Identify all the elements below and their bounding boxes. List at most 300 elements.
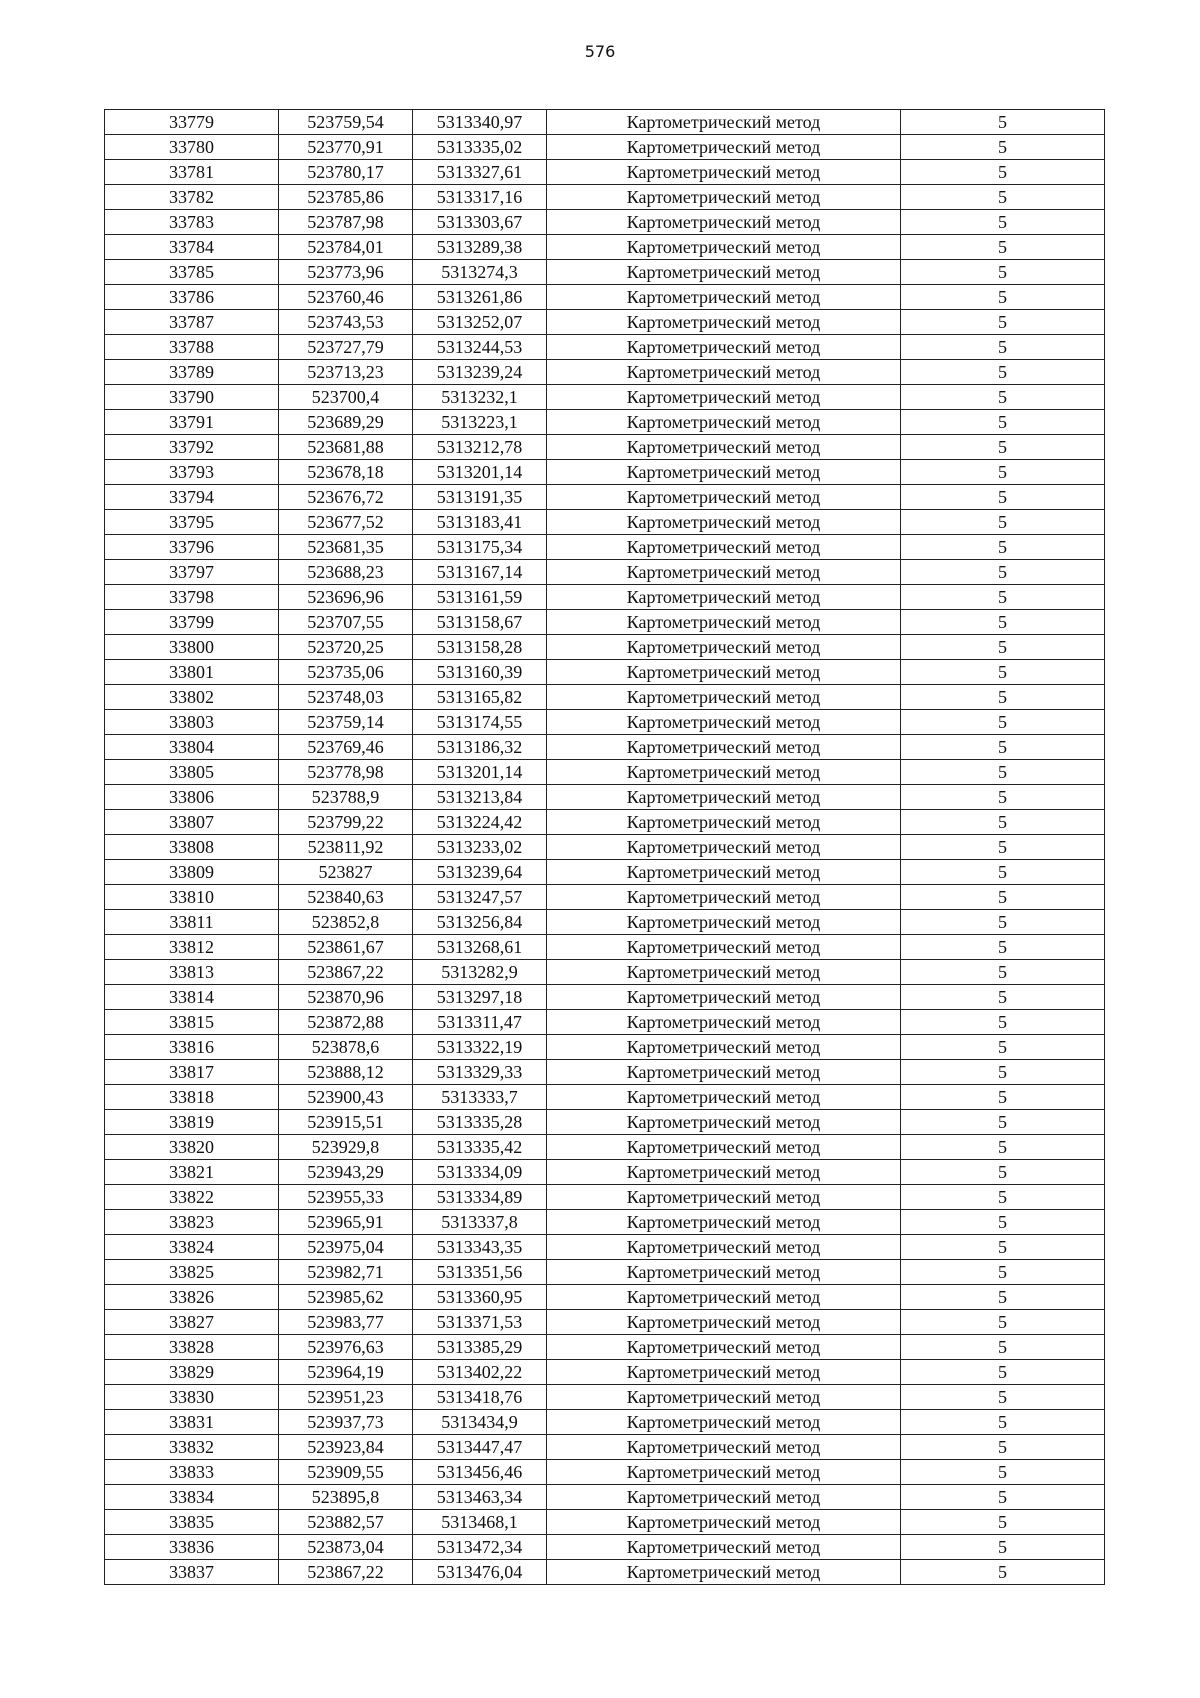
y-coordinate-cell: 5313334,09: [413, 1160, 547, 1185]
accuracy-cell: 5: [901, 660, 1105, 685]
method-cell: Картометрический метод: [547, 235, 901, 260]
point-id-cell: 33818: [105, 1085, 279, 1110]
accuracy-cell: 5: [901, 1010, 1105, 1035]
table-row: [105, 960, 1105, 985]
point-id-cell: 33817: [105, 1060, 279, 1085]
accuracy-cell: 5: [901, 935, 1105, 960]
method-cell: Картометрический метод: [547, 1085, 901, 1110]
method-cell: Картометрический метод: [547, 710, 901, 735]
point-id-cell: 33833: [105, 1460, 279, 1485]
table-row: [105, 1485, 1105, 1510]
y-coordinate-cell: 5313167,14: [413, 560, 547, 585]
x-coordinate-cell: 523787,98: [279, 210, 413, 235]
accuracy-cell: 5: [901, 760, 1105, 785]
accuracy-cell: 5: [901, 1210, 1105, 1235]
y-coordinate-cell: 5313447,47: [413, 1435, 547, 1460]
table-row: [105, 935, 1105, 960]
method-cell: Картометрический метод: [547, 135, 901, 160]
table-row: [105, 1435, 1105, 1460]
point-id-cell: 33794: [105, 485, 279, 510]
x-coordinate-cell: 523882,57: [279, 1510, 413, 1535]
table-row: [105, 1185, 1105, 1210]
method-cell: Картометрический метод: [547, 210, 901, 235]
method-cell: Картометрический метод: [547, 810, 901, 835]
point-id-cell: 33781: [105, 160, 279, 185]
point-id-cell: 33809: [105, 860, 279, 885]
point-id-cell: 33783: [105, 210, 279, 235]
y-coordinate-cell: 5313183,41: [413, 510, 547, 535]
table-row: [105, 260, 1105, 285]
method-cell: Картометрический метод: [547, 285, 901, 310]
x-coordinate-cell: 523915,51: [279, 1110, 413, 1135]
method-cell: Картометрический метод: [547, 160, 901, 185]
y-coordinate-cell: 5313317,16: [413, 185, 547, 210]
table-row: [105, 810, 1105, 835]
y-coordinate-cell: 5313402,22: [413, 1360, 547, 1385]
x-coordinate-cell: 523727,79: [279, 335, 413, 360]
accuracy-cell: 5: [901, 1110, 1105, 1135]
accuracy-cell: 5: [901, 1335, 1105, 1360]
point-id-cell: 33802: [105, 685, 279, 710]
x-coordinate-cell: 523888,12: [279, 1060, 413, 1085]
y-coordinate-cell: 5313327,61: [413, 160, 547, 185]
point-id-cell: 33782: [105, 185, 279, 210]
table-row: [105, 210, 1105, 235]
y-coordinate-cell: 5313463,34: [413, 1485, 547, 1510]
accuracy-cell: 5: [901, 210, 1105, 235]
y-coordinate-cell: 5313335,42: [413, 1135, 547, 1160]
method-cell: Картометрический метод: [547, 435, 901, 460]
y-coordinate-cell: 5313303,67: [413, 210, 547, 235]
y-coordinate-cell: 5313297,18: [413, 985, 547, 1010]
x-coordinate-cell: 523982,71: [279, 1260, 413, 1285]
point-id-cell: 33787: [105, 310, 279, 335]
x-coordinate-cell: 523909,55: [279, 1460, 413, 1485]
method-cell: Картометрический метод: [547, 910, 901, 935]
method-cell: Картометрический метод: [547, 1185, 901, 1210]
accuracy-cell: 5: [901, 1360, 1105, 1385]
x-coordinate-cell: 523873,04: [279, 1535, 413, 1560]
table-row: [105, 885, 1105, 910]
table-row: [105, 385, 1105, 410]
point-id-cell: 33836: [105, 1535, 279, 1560]
x-coordinate-cell: 523929,8: [279, 1135, 413, 1160]
x-coordinate-cell: 523677,52: [279, 510, 413, 535]
accuracy-cell: 5: [901, 685, 1105, 710]
accuracy-cell: 5: [901, 1260, 1105, 1285]
point-id-cell: 33824: [105, 1235, 279, 1260]
accuracy-cell: 5: [901, 485, 1105, 510]
method-cell: Картометрический метод: [547, 310, 901, 335]
method-cell: Картометрический метод: [547, 1535, 901, 1560]
point-id-cell: 33825: [105, 1260, 279, 1285]
method-cell: Картометрический метод: [547, 1010, 901, 1035]
method-cell: Картометрический метод: [547, 935, 901, 960]
table-row: [105, 510, 1105, 535]
x-coordinate-cell: 523759,14: [279, 710, 413, 735]
accuracy-cell: 5: [901, 735, 1105, 760]
point-id-cell: 33819: [105, 1110, 279, 1135]
method-cell: Картометрический метод: [547, 385, 901, 410]
accuracy-cell: 5: [901, 185, 1105, 210]
y-coordinate-cell: 5313337,8: [413, 1210, 547, 1235]
table-row: [105, 1510, 1105, 1535]
method-cell: Картометрический метод: [547, 1060, 901, 1085]
x-coordinate-cell: 523951,23: [279, 1385, 413, 1410]
accuracy-cell: 5: [901, 610, 1105, 635]
method-cell: Картометрический метод: [547, 785, 901, 810]
accuracy-cell: 5: [901, 360, 1105, 385]
y-coordinate-cell: 5313201,14: [413, 460, 547, 485]
accuracy-cell: 5: [901, 410, 1105, 435]
method-cell: Картометрический метод: [547, 610, 901, 635]
table-row: [105, 335, 1105, 360]
x-coordinate-cell: 523748,03: [279, 685, 413, 710]
y-coordinate-cell: 5313201,14: [413, 760, 547, 785]
table-row: [105, 710, 1105, 735]
point-id-cell: 33780: [105, 135, 279, 160]
table-row: [105, 1560, 1105, 1585]
x-coordinate-cell: 523759,54: [279, 110, 413, 135]
table-row: [105, 760, 1105, 785]
point-id-cell: 33835: [105, 1510, 279, 1535]
point-id-cell: 33814: [105, 985, 279, 1010]
point-id-cell: 33790: [105, 385, 279, 410]
y-coordinate-cell: 5313191,35: [413, 485, 547, 510]
table-row: [105, 1460, 1105, 1485]
point-id-cell: 33786: [105, 285, 279, 310]
table-row: [105, 985, 1105, 1010]
y-coordinate-cell: 5313334,89: [413, 1185, 547, 1210]
accuracy-cell: 5: [901, 1085, 1105, 1110]
method-cell: Картометрический метод: [547, 835, 901, 860]
accuracy-cell: 5: [901, 285, 1105, 310]
point-id-cell: 33788: [105, 335, 279, 360]
y-coordinate-cell: 5313335,28: [413, 1110, 547, 1135]
y-coordinate-cell: 5313360,95: [413, 1285, 547, 1310]
accuracy-cell: 5: [901, 1185, 1105, 1210]
y-coordinate-cell: 5313261,86: [413, 285, 547, 310]
point-id-cell: 33807: [105, 810, 279, 835]
table-row: [105, 610, 1105, 635]
method-cell: Картометрический метод: [547, 760, 901, 785]
table-row: [105, 1035, 1105, 1060]
point-id-cell: 33828: [105, 1335, 279, 1360]
point-id-cell: 33805: [105, 760, 279, 785]
accuracy-cell: 5: [901, 960, 1105, 985]
y-coordinate-cell: 5313418,76: [413, 1385, 547, 1410]
table-row: [105, 785, 1105, 810]
x-coordinate-cell: 523773,96: [279, 260, 413, 285]
x-coordinate-cell: 523975,04: [279, 1235, 413, 1260]
table-row: [105, 135, 1105, 160]
accuracy-cell: 5: [901, 1410, 1105, 1435]
x-coordinate-cell: 523965,91: [279, 1210, 413, 1235]
y-coordinate-cell: 5313472,34: [413, 1535, 547, 1560]
x-coordinate-cell: 523983,77: [279, 1310, 413, 1335]
method-cell: Картометрический метод: [547, 685, 901, 710]
point-id-cell: 33810: [105, 885, 279, 910]
y-coordinate-cell: 5313385,29: [413, 1335, 547, 1360]
point-id-cell: 33798: [105, 585, 279, 610]
accuracy-cell: 5: [901, 885, 1105, 910]
table-row: [105, 535, 1105, 560]
table-row: [105, 1310, 1105, 1335]
y-coordinate-cell: 5313175,34: [413, 535, 547, 560]
point-id-cell: 33820: [105, 1135, 279, 1160]
x-coordinate-cell: 523955,33: [279, 1185, 413, 1210]
method-cell: Картометрический метод: [547, 960, 901, 985]
accuracy-cell: 5: [901, 235, 1105, 260]
point-id-cell: 33829: [105, 1360, 279, 1385]
accuracy-cell: 5: [901, 585, 1105, 610]
table-row: [105, 860, 1105, 885]
x-coordinate-cell: 523861,67: [279, 935, 413, 960]
y-coordinate-cell: 5313174,55: [413, 710, 547, 735]
method-cell: Картометрический метод: [547, 1435, 901, 1460]
accuracy-cell: 5: [901, 1060, 1105, 1085]
accuracy-cell: 5: [901, 335, 1105, 360]
table-row: [105, 660, 1105, 685]
y-coordinate-cell: 5313252,07: [413, 310, 547, 335]
table-row: [105, 460, 1105, 485]
table-row: [105, 360, 1105, 385]
y-coordinate-cell: 5313213,84: [413, 785, 547, 810]
x-coordinate-cell: 523735,06: [279, 660, 413, 685]
y-coordinate-cell: 5313232,1: [413, 385, 547, 410]
table-row: [105, 485, 1105, 510]
accuracy-cell: 5: [901, 1435, 1105, 1460]
accuracy-cell: 5: [901, 1535, 1105, 1560]
x-coordinate-cell: 523937,73: [279, 1410, 413, 1435]
table-row: [105, 635, 1105, 660]
method-cell: Картометрический метод: [547, 1410, 901, 1435]
table-row: [105, 560, 1105, 585]
x-coordinate-cell: 523852,8: [279, 910, 413, 935]
accuracy-cell: 5: [901, 385, 1105, 410]
y-coordinate-cell: 5313186,32: [413, 735, 547, 760]
table-row: [105, 1260, 1105, 1285]
x-coordinate-cell: 523743,53: [279, 310, 413, 335]
method-cell: Картометрический метод: [547, 485, 901, 510]
point-id-cell: 33779: [105, 110, 279, 135]
method-cell: Картометрический метод: [547, 1560, 901, 1585]
accuracy-cell: 5: [901, 1460, 1105, 1485]
table-row: [105, 410, 1105, 435]
table-row: [105, 1285, 1105, 1310]
x-coordinate-cell: 523872,88: [279, 1010, 413, 1035]
y-coordinate-cell: 5313233,02: [413, 835, 547, 860]
accuracy-cell: 5: [901, 1285, 1105, 1310]
y-coordinate-cell: 5313282,9: [413, 960, 547, 985]
method-cell: Картометрический метод: [547, 1510, 901, 1535]
accuracy-cell: 5: [901, 135, 1105, 160]
table-row: [105, 1410, 1105, 1435]
method-cell: Картометрический метод: [547, 1335, 901, 1360]
point-id-cell: 33813: [105, 960, 279, 985]
x-coordinate-cell: 523840,63: [279, 885, 413, 910]
accuracy-cell: 5: [901, 1160, 1105, 1185]
y-coordinate-cell: 5313456,46: [413, 1460, 547, 1485]
table-row: [105, 585, 1105, 610]
point-id-cell: 33806: [105, 785, 279, 810]
method-cell: Картометрический метод: [547, 860, 901, 885]
y-coordinate-cell: 5313239,64: [413, 860, 547, 885]
point-id-cell: 33796: [105, 535, 279, 560]
x-coordinate-cell: 523900,43: [279, 1085, 413, 1110]
table-row: [105, 160, 1105, 185]
point-id-cell: 33797: [105, 560, 279, 585]
accuracy-cell: 5: [901, 785, 1105, 810]
accuracy-cell: 5: [901, 635, 1105, 660]
point-id-cell: 33830: [105, 1385, 279, 1410]
table-row: [105, 1060, 1105, 1085]
accuracy-cell: 5: [901, 860, 1105, 885]
point-id-cell: 33785: [105, 260, 279, 285]
point-id-cell: 33834: [105, 1485, 279, 1510]
x-coordinate-cell: 523689,29: [279, 410, 413, 435]
accuracy-cell: 5: [901, 1310, 1105, 1335]
y-coordinate-cell: 5313476,04: [413, 1560, 547, 1585]
accuracy-cell: 5: [901, 460, 1105, 485]
accuracy-cell: 5: [901, 835, 1105, 860]
table-row: [105, 1135, 1105, 1160]
accuracy-cell: 5: [901, 310, 1105, 335]
x-coordinate-cell: 523784,01: [279, 235, 413, 260]
point-id-cell: 33801: [105, 660, 279, 685]
y-coordinate-cell: 5313340,97: [413, 110, 547, 135]
x-coordinate-cell: 523778,98: [279, 760, 413, 785]
accuracy-cell: 5: [901, 910, 1105, 935]
accuracy-cell: 5: [901, 1135, 1105, 1160]
method-cell: Картометрический метод: [547, 410, 901, 435]
accuracy-cell: 5: [901, 260, 1105, 285]
y-coordinate-cell: 5313468,1: [413, 1510, 547, 1535]
table-row: [105, 285, 1105, 310]
table-row: [105, 1535, 1105, 1560]
y-coordinate-cell: 5313158,67: [413, 610, 547, 635]
method-cell: Картометрический метод: [547, 1310, 901, 1335]
y-coordinate-cell: 5313335,02: [413, 135, 547, 160]
y-coordinate-cell: 5313160,39: [413, 660, 547, 685]
point-id-cell: 33826: [105, 1285, 279, 1310]
y-coordinate-cell: 5313322,19: [413, 1035, 547, 1060]
x-coordinate-cell: 523681,35: [279, 535, 413, 560]
x-coordinate-cell: 523713,23: [279, 360, 413, 385]
method-cell: Картометрический метод: [547, 635, 901, 660]
y-coordinate-cell: 5313247,57: [413, 885, 547, 910]
y-coordinate-cell: 5313268,61: [413, 935, 547, 960]
method-cell: Картометрический метод: [547, 535, 901, 560]
table-row: [105, 910, 1105, 935]
x-coordinate-cell: 523681,88: [279, 435, 413, 460]
method-cell: Картометрический метод: [547, 460, 901, 485]
point-id-cell: 33803: [105, 710, 279, 735]
method-cell: Картометрический метод: [547, 1385, 901, 1410]
accuracy-cell: 5: [901, 435, 1105, 460]
x-coordinate-cell: 523943,29: [279, 1160, 413, 1185]
point-id-cell: 33784: [105, 235, 279, 260]
accuracy-cell: 5: [901, 110, 1105, 135]
accuracy-cell: 5: [901, 1385, 1105, 1410]
x-coordinate-cell: 523720,25: [279, 635, 413, 660]
table-row: [105, 1335, 1105, 1360]
method-cell: Картометрический метод: [547, 585, 901, 610]
point-id-cell: 33827: [105, 1310, 279, 1335]
table-row: [105, 1085, 1105, 1110]
table-row: [105, 1385, 1105, 1410]
x-coordinate-cell: 523696,96: [279, 585, 413, 610]
x-coordinate-cell: 523964,19: [279, 1360, 413, 1385]
y-coordinate-cell: 5313351,56: [413, 1260, 547, 1285]
x-coordinate-cell: 523770,91: [279, 135, 413, 160]
accuracy-cell: 5: [901, 510, 1105, 535]
method-cell: Картометрический метод: [547, 1360, 901, 1385]
method-cell: Картометрический метод: [547, 885, 901, 910]
x-coordinate-cell: 523780,17: [279, 160, 413, 185]
y-coordinate-cell: 5313165,82: [413, 685, 547, 710]
x-coordinate-cell: 523867,22: [279, 960, 413, 985]
accuracy-cell: 5: [901, 535, 1105, 560]
table-row: [105, 835, 1105, 860]
point-id-cell: 33822: [105, 1185, 279, 1210]
point-id-cell: 33789: [105, 360, 279, 385]
method-cell: Картометрический метод: [547, 1035, 901, 1060]
method-cell: Картометрический метод: [547, 1160, 901, 1185]
point-id-cell: 33815: [105, 1010, 279, 1035]
accuracy-cell: 5: [901, 560, 1105, 585]
method-cell: Картометрический метод: [547, 1285, 901, 1310]
accuracy-cell: 5: [901, 1035, 1105, 1060]
y-coordinate-cell: 5313329,33: [413, 1060, 547, 1085]
table-row: [105, 185, 1105, 210]
x-coordinate-cell: 523760,46: [279, 285, 413, 310]
y-coordinate-cell: 5313343,35: [413, 1235, 547, 1260]
table-row: [105, 310, 1105, 335]
method-cell: Картометрический метод: [547, 110, 901, 135]
method-cell: Картометрический метод: [547, 1460, 901, 1485]
x-coordinate-cell: 523923,84: [279, 1435, 413, 1460]
page-number: 576: [584, 42, 616, 61]
point-id-cell: 33795: [105, 510, 279, 535]
point-id-cell: 33812: [105, 935, 279, 960]
point-id-cell: 33811: [105, 910, 279, 935]
y-coordinate-cell: 5313256,84: [413, 910, 547, 935]
y-coordinate-cell: 5313333,7: [413, 1085, 547, 1110]
accuracy-cell: 5: [901, 160, 1105, 185]
point-id-cell: 33831: [105, 1410, 279, 1435]
y-coordinate-cell: 5313274,3: [413, 260, 547, 285]
y-coordinate-cell: 5313161,59: [413, 585, 547, 610]
method-cell: Картометрический метод: [547, 185, 901, 210]
coordinates-table-body: [105, 110, 1105, 1585]
method-cell: Картометрический метод: [547, 360, 901, 385]
point-id-cell: 33823: [105, 1210, 279, 1235]
table-row: [105, 735, 1105, 760]
method-cell: Картометрический метод: [547, 260, 901, 285]
point-id-cell: 33793: [105, 460, 279, 485]
point-id-cell: 33792: [105, 435, 279, 460]
accuracy-cell: 5: [901, 710, 1105, 735]
x-coordinate-cell: 523769,46: [279, 735, 413, 760]
point-id-cell: 33816: [105, 1035, 279, 1060]
method-cell: Картометрический метод: [547, 1235, 901, 1260]
method-cell: Картометрический метод: [547, 735, 901, 760]
x-coordinate-cell: 523870,96: [279, 985, 413, 1010]
accuracy-cell: 5: [901, 985, 1105, 1010]
table-row: [105, 110, 1105, 135]
table-row: [105, 1210, 1105, 1235]
